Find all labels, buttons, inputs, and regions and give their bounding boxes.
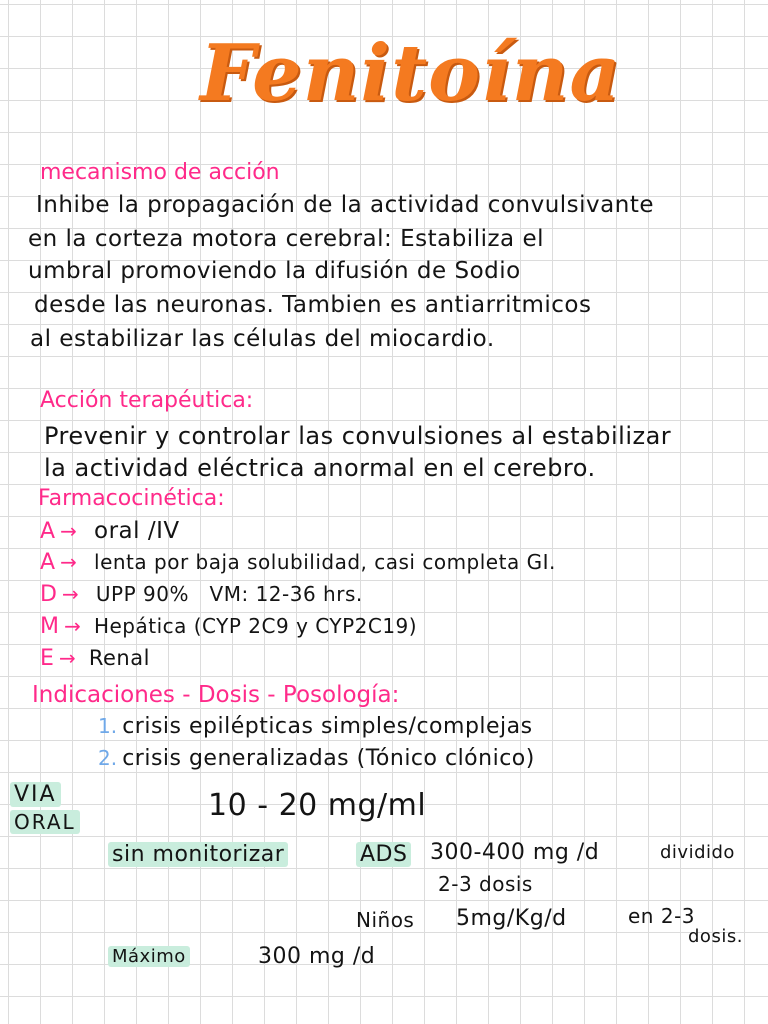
indicacion-number: 1. [98, 714, 118, 738]
indicacion-item [98, 714, 533, 739]
mecanismo-heading: mecanismo de acción [40, 160, 280, 185]
ninos-value: 5mg/Kg/d [456, 906, 567, 931]
farmaco-letter: M [40, 614, 59, 639]
indicaciones-heading: Indicaciones - Dosis - Posología: [32, 682, 400, 708]
arrow-icon: → [60, 550, 77, 574]
ads-dosis: 2-3 dosis [438, 872, 533, 896]
ads-extra: dividido [660, 842, 735, 863]
mecanismo-line: en la corteza motora cerebral: Estabiliza el [28, 226, 544, 252]
sin-monitorizar-label: sin monitorizar [108, 842, 288, 867]
farmaco-row [40, 582, 363, 607]
oral-label: ORAL [10, 810, 80, 834]
accion-heading: Acción terapéutica: [40, 388, 254, 413]
arrow-icon: → [59, 646, 76, 670]
farmaco-text: UPP 90% VM: 12-36 hrs. [95, 582, 363, 606]
accion-line: la actividad eléctrica anormal en el cerebro. [44, 454, 596, 482]
farmaco-letter: D [40, 582, 57, 607]
farmaco-letter: E [40, 646, 54, 671]
mecanismo-line: Inhibe la propagación de la actividad convulsivante [36, 192, 654, 218]
page-title: Fenitoína [200, 28, 622, 119]
arrow-icon: → [62, 582, 79, 606]
indicacion-number: 2. [98, 746, 118, 770]
farmaco-row [40, 614, 417, 639]
farmaco-text: oral /IV [94, 518, 180, 544]
farmaco-text: lenta por baja solubilidad, casi completa GI. [94, 550, 556, 574]
mecanismo-line: al estabilizar las células del miocardio. [30, 326, 495, 352]
farmaco-row [40, 550, 556, 575]
mecanismo-line: umbral promoviendo la difusión de Sodio [28, 258, 521, 284]
concentration-value: 10 - 20 mg/ml [208, 788, 427, 823]
ninos-extra: en 2-3 [628, 904, 696, 928]
farmaco-text: Hepática (CYP 2C9 y CYP2C19) [93, 614, 418, 638]
farmaco-letter: A [40, 550, 56, 575]
indicacion-text: crisis epilépticas simples/complejas [122, 714, 533, 739]
farmaco-letter: A [40, 519, 56, 544]
maximo-value: 300 mg /d [258, 944, 376, 969]
arrow-icon: → [60, 519, 77, 543]
ninos-label: Niños [356, 908, 415, 932]
indicacion-item [98, 746, 535, 771]
ads-value: 300-400 mg /d [430, 840, 600, 865]
maximo-label: Máximo [108, 946, 190, 967]
accion-line: Prevenir y controlar las convulsiones al estabilizar [44, 422, 672, 450]
via-label: VIA [10, 782, 61, 807]
farmaco-row [40, 518, 180, 544]
farmaco-heading: Farmacocinética: [38, 486, 225, 511]
indicacion-text: crisis generalizadas (Tónico clónico) [122, 746, 535, 771]
ninos-dosis: dosis. [688, 926, 743, 947]
farmaco-row [40, 646, 150, 671]
farmaco-text: Renal [88, 646, 150, 670]
arrow-icon: → [64, 614, 81, 638]
ads-label: ADS [356, 842, 411, 867]
mecanismo-line: desde las neuronas. Tambien es antiarritmicos [34, 292, 592, 318]
